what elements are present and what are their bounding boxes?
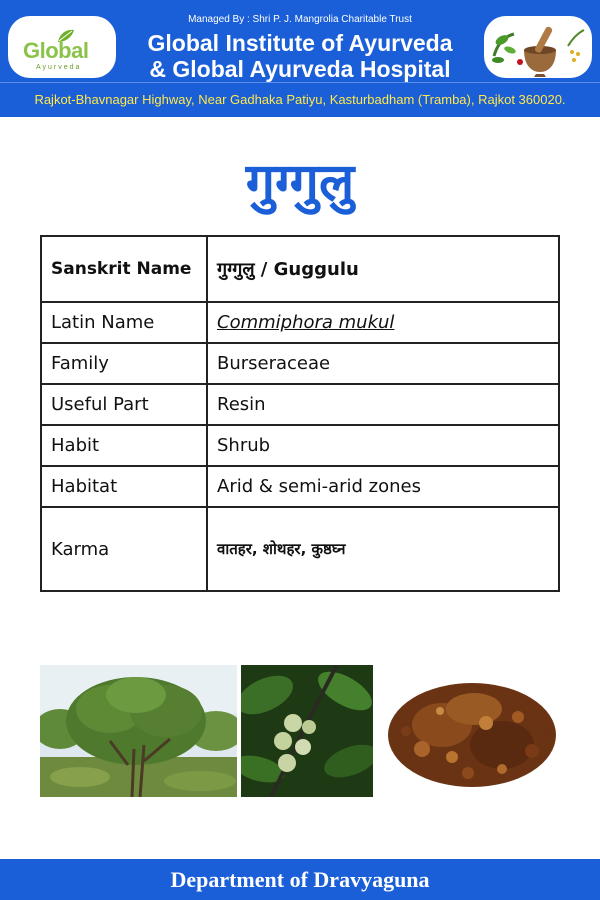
table-row-sanskrit-name: [41, 236, 559, 302]
logo-subtext: Ayurveda: [36, 64, 82, 71]
managed-by-text: Managed By : Shri P. J. Mangrolia Charitable Trust: [188, 14, 412, 25]
table-row-family: [41, 343, 559, 384]
sanskrit-name-value: [207, 236, 559, 302]
sanskrit-name-label: Sanskrit Name: [41, 236, 207, 302]
institute-logo: [8, 16, 116, 78]
latin-name-text: Commiphora mukul: [217, 312, 395, 333]
useful-part-label: Useful Part: [41, 384, 207, 425]
karma-value: वातहर, शोथहर, कुष्ठघ्न: [207, 507, 559, 591]
herb-info-table: [40, 235, 560, 592]
department-footer: Department of Dravyaguna: [0, 859, 600, 900]
habitat-value: Arid & semi-arid zones: [207, 466, 559, 507]
latin-name-label: Latin Name: [41, 302, 207, 343]
table-row-latin-name: [41, 302, 559, 343]
sanskrit-name-separator: /: [254, 259, 274, 280]
sanskrit-name-devanagari: गुग्गुलु: [217, 259, 255, 280]
sanskrit-name-latin: Guggulu: [273, 259, 359, 280]
habitat-label: Habitat: [41, 466, 207, 507]
herb-title: गुग्गुलु: [245, 153, 355, 213]
table-row-habitat: [41, 466, 559, 507]
habit-value: Shrub: [207, 425, 559, 466]
family-label: Family: [41, 343, 207, 384]
institute-name-line2: & Global Ayurveda Hospital: [149, 56, 451, 82]
family-value: Burseraceae: [207, 343, 559, 384]
photo-strip: [40, 665, 560, 797]
guggulu-resin-photo: [382, 665, 560, 797]
header-bar: [0, 0, 600, 82]
karma-label: Karma: [41, 507, 207, 591]
table-row-useful-part: [41, 384, 559, 425]
latin-name-value: [207, 302, 559, 343]
logo-word: Global: [23, 38, 89, 63]
address-bar: Rajkot-Bhavnagar Highway, Near Gadhaka Patiyu, Kasturbadham (Tramba), Rajkot 360020.: [0, 82, 600, 117]
habit-label: Habit: [41, 425, 207, 466]
table-row-karma: [41, 507, 559, 591]
guggulu-fruits-photo: [241, 665, 373, 797]
table-row-habit: [41, 425, 559, 466]
guggulu-shrub-photo: [40, 665, 237, 797]
useful-part-value: Resin: [207, 384, 559, 425]
institute-name-line1: Global Institute of Ayurveda: [147, 30, 453, 56]
mortar-herbs-icon: [484, 16, 592, 78]
